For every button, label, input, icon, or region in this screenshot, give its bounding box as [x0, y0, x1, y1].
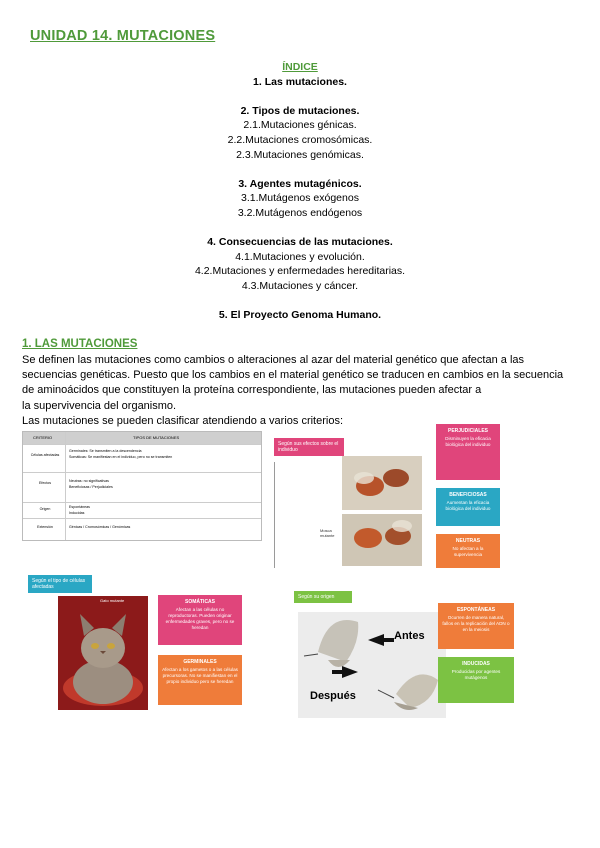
table-row: [23, 518, 261, 541]
box-title: ESPONTÁNEAS: [456, 607, 496, 613]
table-cell: Beneficiosas / Perjudiciales: [69, 485, 113, 489]
index-item: 2.3.Mutaciones genómicas.: [236, 148, 364, 161]
table-row: [23, 444, 261, 473]
box-text: No afectan a la supervivencia: [452, 546, 484, 557]
origin-label: Según su origen: [294, 591, 352, 603]
section-heading: 1. LAS MUTACIONES: [22, 338, 138, 350]
effects-box-beneficiosas: [436, 488, 500, 526]
paragraph-line: de aminoácidos que constituyen la proteína correspondiente, las mutaciones pueden afectar a: [22, 384, 482, 397]
table-cell: Somáticas: Se manifiestan en el individuo, pero no se transmiten: [69, 455, 173, 459]
table-cell: Extensión: [37, 525, 53, 529]
box-title: SOMÁTICAS: [185, 599, 215, 605]
box-title: PERJUDICIALES: [447, 428, 488, 434]
index-item: 4.1.Mutaciones y evolución.: [235, 250, 365, 263]
butterfly-photo: [298, 612, 446, 718]
paragraph-line: Se definen las mutaciones como cambios o alteraciones al azar del material genético que afectan a las: [22, 354, 525, 366]
box-text: Producidas por agentes mutágenos: [451, 669, 501, 680]
box-text: Ocurren de manera natural, fallos en la replicación del ADN o en la meiosis: [442, 615, 510, 632]
fly-caption: Mosca mutante: [320, 528, 335, 538]
box-title: GERMINALES: [183, 659, 217, 665]
page-title: UNIDAD 14. MUTACIONES: [30, 28, 216, 44]
origin-box-espontaneas: [438, 603, 514, 649]
index-item: 2.1.Mutaciones génicas.: [243, 119, 357, 132]
table-cell: Efectos: [39, 481, 51, 485]
index: [0, 60, 600, 323]
index-item: 4.2.Mutaciones y enfermedades hereditarias.: [194, 265, 406, 278]
index-section-1: 1. Las mutaciones.: [253, 75, 347, 88]
index-section-5: 5. El Proyecto Genoma Humano.: [218, 309, 382, 322]
table-cell: Inducidas: [69, 511, 85, 515]
effects-box-neutras: [436, 534, 500, 568]
box-title: NEUTRAS: [455, 538, 481, 544]
table-cell: Neutras: no significativas: [69, 479, 109, 483]
index-section-3: 3. Agentes mutagénicos.: [238, 177, 362, 190]
cat-photo: [58, 596, 148, 710]
fly-photo: [340, 456, 424, 566]
cat-caption: Gato mutante: [100, 598, 125, 603]
box-text: Afectan a las células no reproductoras. Pueden originar enfermedades graves, pero no se heredan: [165, 607, 235, 630]
index-section-4: 4. Consecuencias de las mutaciones.: [207, 236, 393, 249]
cells-box-somaticas: [158, 595, 242, 645]
table-cell: Células afectadas: [30, 453, 60, 457]
table-row: [23, 472, 261, 503]
box-title: INDUCIDAS: [462, 661, 490, 667]
paragraph-line: secuencias genéticas. Puesto que los cambios en el material genético se traducen en cambios en la secuencia: [22, 369, 564, 382]
table-header: [23, 432, 261, 444]
box-text: Afectan a los gametos o a las células precursoras. No se manifiestan en el propio individuo pero se heredan: [162, 667, 238, 684]
index-item: 3.2.Mutágenos endógenos: [237, 206, 363, 219]
cells-box-germinales: [158, 655, 242, 705]
table-header-cell: TIPOS DE MUTACIONES: [133, 435, 180, 440]
table-cell: Origen: [39, 507, 51, 511]
table-cell: Espontáneas: [69, 505, 90, 509]
paragraph-line: la supervivencia del organismo.: [22, 399, 177, 412]
fly-icon: [340, 456, 424, 566]
butterfly-icon: [298, 612, 446, 718]
index-item: 4.3.Mutaciones y cáncer.: [241, 279, 359, 292]
box-text: Disminuyen la eficacia biológica del individuo: [445, 436, 491, 447]
paragraph-line: Las mutaciones se pueden clasificar atendiendo a varios criterios:: [22, 414, 344, 427]
effects-box-perjudiciales: [436, 424, 500, 480]
criteria-table: [22, 431, 262, 541]
cells-label: Según el tipo de células afectadas: [28, 575, 92, 593]
box-title: BENEFICIOSAS: [449, 492, 487, 498]
table-cell: Germinales: Se transmiten a la descendencia: [69, 449, 142, 453]
table-header-cell: CRITERIO: [33, 435, 53, 440]
before-label: Antes: [394, 630, 425, 642]
origin-box-inducidas: [438, 657, 514, 703]
index-heading: ÍNDICE: [282, 61, 318, 73]
after-label: Después: [310, 690, 356, 702]
table-row: [23, 502, 261, 519]
section-paragraph: [22, 353, 582, 429]
index-item: 3.1.Mutágenos exógenos: [241, 192, 359, 205]
cat-icon: [58, 596, 148, 710]
box-text: Aumentan la eficacia biológica del individuo: [445, 500, 491, 511]
index-section-2: 2. Tipos de mutaciones.: [240, 104, 360, 117]
table-cell: Génicas / Cromosómicas / Genómicas: [69, 525, 131, 529]
index-item: 2.2.Mutaciones cromosómicas.: [227, 133, 373, 146]
effects-label: Según sus efectos sobre el individuo: [274, 438, 344, 456]
